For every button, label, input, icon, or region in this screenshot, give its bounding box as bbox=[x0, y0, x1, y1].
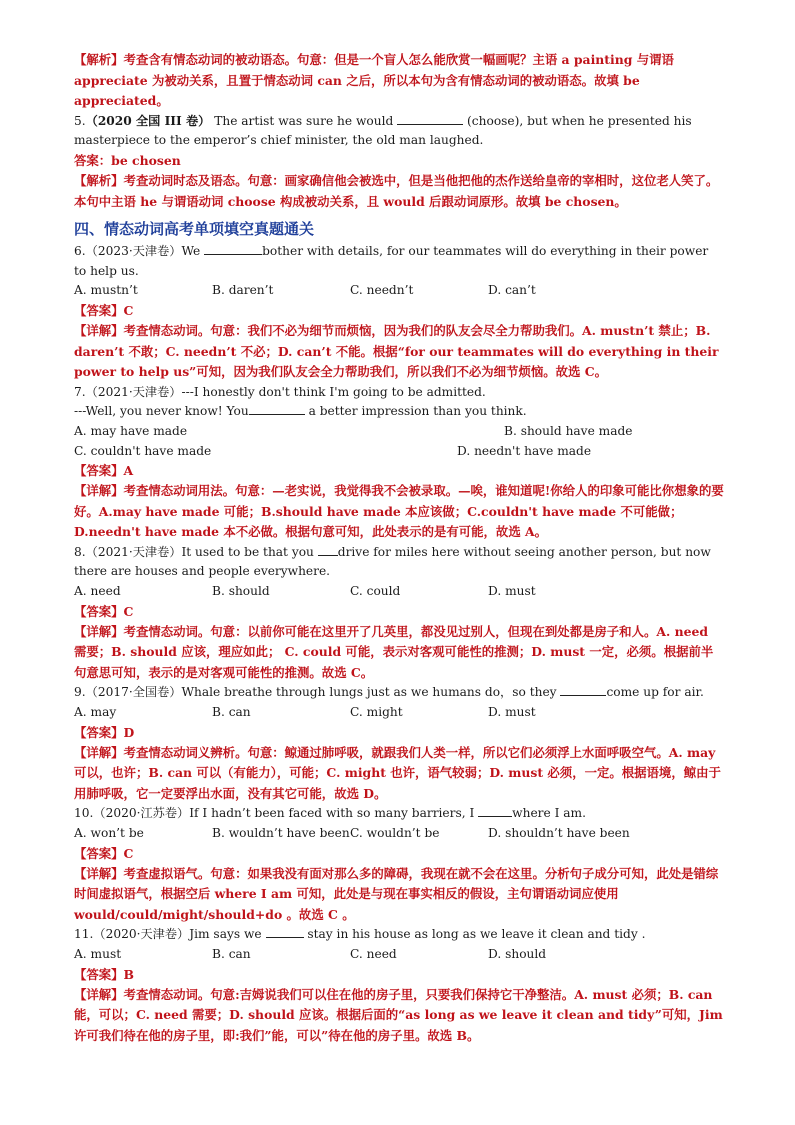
question-source: （2021·天津卷） bbox=[85, 544, 182, 559]
option-b[interactable]: B. should bbox=[212, 584, 270, 599]
option-c[interactable]: C. could bbox=[350, 584, 401, 599]
question-text-before: The artist was sure he would bbox=[214, 113, 394, 128]
option-c[interactable]: C. might bbox=[350, 705, 403, 720]
options-6 bbox=[74, 281, 724, 301]
answer-8: 【答案】C bbox=[74, 603, 134, 619]
option-d[interactable]: D. shouldn’t have been bbox=[488, 826, 630, 840]
question-text-after: bother with details, for our teammates will do everything in their power to help us. bbox=[74, 244, 709, 278]
answer-blank[interactable] bbox=[478, 804, 512, 817]
answer-9: 【答案】D bbox=[74, 724, 135, 740]
question-source: （2020·天津卷） bbox=[93, 927, 190, 942]
option-d[interactable]: D. needn't have made bbox=[457, 443, 592, 458]
question-6 bbox=[74, 242, 724, 281]
options-7-row2 bbox=[74, 442, 724, 462]
question-number: 7. bbox=[74, 384, 86, 399]
option-b[interactable]: B. should have made bbox=[504, 423, 633, 438]
analysis-5: 【解析】考查动词时态及语态。句意：画家确信他会被选中，但是当他把他的杰作送给皇帝的宰相时，这位老人笑了。本句中主语 he 与谓语动词 choose 构成被动关系，且 would 后跟动词原形。故填 be chosen。 bbox=[74, 172, 719, 209]
detail-6: 【详解】考查情态动词。句意：我们不必为细节而烦恼，因为我们的队友会尽全力帮助我们。A. mustn’t 禁止；B. daren’t 不敢；C. needn’t 不必；D. can’t 不能。根据“for our teammates will do everything in their power to help us”可知，因为我们队友会全力帮助我们，所以我们不必为细节烦恼。故选 C。 bbox=[74, 322, 719, 380]
options-11 bbox=[74, 945, 724, 965]
option-c[interactable]: C. couldn't have made bbox=[74, 443, 212, 458]
answer-blank[interactable] bbox=[266, 925, 304, 938]
dialog-line-2-after: a better impression than you think. bbox=[308, 404, 527, 419]
question-text-before: We bbox=[181, 244, 201, 259]
option-d[interactable]: D. should bbox=[488, 946, 547, 961]
answer-6: 【答案】C bbox=[74, 302, 134, 318]
question-text-before: Jim says we bbox=[189, 927, 262, 942]
option-c[interactable]: C. needn’t bbox=[350, 283, 414, 298]
detail-8: 【详解】考查情态动词。句意：以前你可能在这里开了几英里，都没见过别人，但现在到处都是房子和人。A. need 需要；B. should 应该，理应如此； C. could 可能，表示对客观可能性的推测；D. must 一定，必须。根据前半句意思可知，表示的是对客观可能性的推测。故选 C。 bbox=[74, 623, 714, 680]
answer-blank[interactable] bbox=[397, 112, 463, 125]
answer-11: 【答案】B bbox=[74, 966, 135, 982]
options-10 bbox=[74, 824, 724, 844]
question-text-after: drive for miles here without seeing another person, but now there are houses and people everywhere. bbox=[74, 544, 711, 579]
option-c[interactable]: C. need bbox=[350, 946, 397, 961]
option-a[interactable]: A. need bbox=[74, 584, 121, 599]
document-page bbox=[74, 50, 724, 1046]
question-source: （2021·天津卷） bbox=[85, 384, 182, 399]
question-text-before: It used to be that you bbox=[181, 544, 314, 559]
option-b[interactable]: B. can bbox=[212, 705, 251, 720]
option-a[interactable]: A. may have made bbox=[74, 423, 188, 438]
question-text-after: come up for air. bbox=[606, 685, 704, 700]
option-a[interactable]: A. mustn’t bbox=[74, 283, 138, 298]
answer-5: 答案：be chosen bbox=[74, 152, 181, 168]
section-heading: 四、情态动词高考单项填空真题通关 bbox=[74, 220, 315, 239]
detail-10: 【详解】考查虚拟语气。句意：如果我没有面对那么多的障碍，我现在就不会在这里。分析句子成分可知，此处是错综时间虚拟语气，根据空后 where I am 可知，此处是与现在事实相反的假设，主句谓语动词应使用 would/could/might/should+do 。故选 C 。 bbox=[74, 865, 719, 922]
question-text-before: Whale breathe through lungs just as we humans do，so they bbox=[181, 685, 557, 700]
question-10 bbox=[74, 804, 724, 824]
option-d[interactable]: D. must bbox=[488, 584, 536, 599]
question-text-after: where I am. bbox=[512, 806, 586, 821]
question-source: （2020 全国 III 卷） bbox=[85, 113, 211, 128]
answer-blank[interactable] bbox=[318, 543, 338, 556]
answer-10: 【答案】C bbox=[74, 845, 134, 861]
answer-blank[interactable] bbox=[560, 683, 606, 696]
detail-7: 【详解】考查情态动词用法。句意：—老实说，我觉得我不会被录取。—唉，谁知道呢!你给人的印象可能比你想象的要好。A.may have made 可能；B.should have made 本应该做；C.couldn't have made 不可能做；D.needn't have made 本不必做。根据句意可知，此处表示的是有可能，故选 A。 bbox=[74, 483, 724, 540]
question-number: 5. bbox=[74, 113, 86, 128]
question-number: 10. bbox=[74, 806, 94, 821]
question-number: 11. bbox=[74, 927, 94, 942]
answer-7: 【答案】A bbox=[74, 463, 134, 479]
options-7-row1 bbox=[74, 422, 724, 442]
question-number: 9. bbox=[74, 685, 86, 700]
option-d[interactable]: D. can’t bbox=[488, 283, 536, 298]
question-5 bbox=[74, 112, 724, 151]
detail-11: 【详解】考查情态动词。句意:吉姆说我们可以住在他的房子里，只要我们保持它干净整洁。A. must 必须；B. can 能，可以；C. need 需要；D. should 应该。根据后面的“as long as we leave it clean and tidy”可知，Jim 许可我们待在他的房子里，即:我们”能，可以”待在他的房子里。故选 B。 bbox=[74, 986, 723, 1043]
options-9 bbox=[74, 703, 724, 723]
detail-9: 【详解】考查情态动词义辨析。句意：鲸通过肺呼吸，就跟我们人类一样，所以它们必须浮上水面呼吸空气。A. may 可以，也许；B. can 可以（有能力），可能；C. might 也许，语气较弱；D. must 必须，一定。根据语境，鲸由于用肺呼吸，它一定要浮出水面，没有其它可能，故选 D。 bbox=[74, 744, 721, 801]
option-a[interactable]: A. may bbox=[74, 705, 117, 720]
question-11 bbox=[74, 925, 724, 945]
option-b[interactable]: B. daren’t bbox=[212, 283, 274, 298]
question-9 bbox=[74, 683, 724, 703]
option-a[interactable]: A. won’t be bbox=[74, 826, 144, 840]
options-8 bbox=[74, 582, 724, 602]
question-7-line2 bbox=[74, 402, 724, 422]
question-8 bbox=[74, 543, 724, 582]
question-source: （2017·全国卷） bbox=[85, 685, 182, 700]
option-b[interactable]: B. wouldn’t have been bbox=[212, 826, 350, 840]
question-source: （2020·江苏卷） bbox=[93, 806, 190, 821]
question-text-after: stay in his house as long as we leave it clean and tidy . bbox=[307, 927, 646, 942]
question-7 bbox=[74, 383, 724, 403]
analysis-4: 【解析】考查含有情态动词的被动语态。句意：但是一个盲人怎么能欣赏一幅画呢？主语 a painting 与谓语 appreciate 为被动关系，且置于情态动词 can 之后，所以本句为含有情态动词的被动语态。故填 be appreciated。 bbox=[74, 52, 674, 109]
question-text-after: (choose), but when he presented his masterpiece to the emperor’s chief minister, the old man laughed. bbox=[74, 113, 692, 148]
answer-blank[interactable] bbox=[204, 242, 262, 255]
question-source: （2023·天津卷） bbox=[85, 244, 182, 259]
question-text-before: If I hadn’t been faced with so many barriers, I bbox=[189, 806, 475, 821]
dialog-line-2-before: ---Well, you never know! You bbox=[74, 404, 249, 419]
option-d[interactable]: D. must bbox=[488, 705, 536, 720]
question-number: 6. bbox=[74, 244, 86, 259]
question-number: 8. bbox=[74, 544, 86, 559]
option-a[interactable]: A. must bbox=[74, 946, 122, 961]
option-b[interactable]: B. can bbox=[212, 946, 251, 961]
answer-blank[interactable] bbox=[249, 402, 305, 415]
dialog-line-1: ---I honestly don't think I'm going to be admitted. bbox=[181, 384, 486, 399]
option-c[interactable]: C. wouldn’t be bbox=[350, 826, 440, 840]
